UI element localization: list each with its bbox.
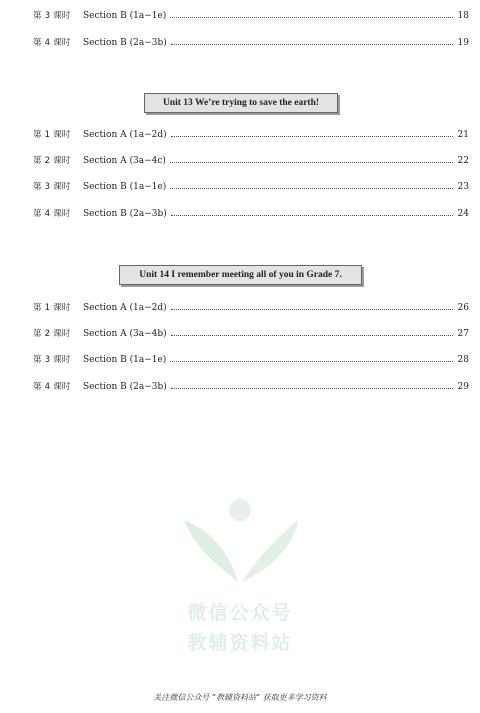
sprout-logo-icon (0, 490, 480, 590)
lesson-number: 第 3 课时 (33, 11, 71, 21)
page-number: 28 (457, 355, 469, 365)
section-title: Section B (2a−3b) (83, 382, 167, 392)
toc-row (33, 9, 469, 23)
dot-leader (170, 162, 453, 163)
dot-leader (171, 388, 453, 389)
dot-leader (171, 215, 453, 216)
page-number: 19 (457, 38, 469, 48)
page-number: 18 (457, 11, 469, 21)
page-number: 23 (457, 182, 469, 192)
lesson-number: 第 4 课时 (33, 38, 71, 48)
section-title: Section B (2a−3b) (83, 38, 167, 48)
toc-row (33, 180, 469, 194)
toc-row (33, 154, 469, 168)
dot-leader (171, 309, 453, 310)
page-number: 22 (457, 156, 469, 166)
lesson-number: 第 2 课时 (33, 329, 71, 339)
watermark (0, 490, 480, 660)
unit-14-heading: Unit 14 I remember meeting all of you in Grade 7. (119, 265, 362, 285)
section-title: Section A (3a−4c) (83, 156, 166, 166)
lesson-number: 第 3 课时 (33, 355, 71, 365)
section-title: Section B (2a−3b) (83, 209, 167, 219)
toc-row (33, 380, 469, 394)
toc-row (33, 353, 469, 367)
dot-leader (171, 44, 453, 45)
footer-note: 关注微信公众号 “教辅资料站” 获取更多学习资料 (153, 693, 327, 702)
dot-leader (171, 335, 453, 336)
page-number: 29 (457, 382, 469, 392)
watermark-line-2: 教辅资料站 (187, 632, 293, 654)
page-number: 21 (457, 130, 469, 140)
dot-leader (170, 361, 453, 362)
lesson-number: 第 1 课时 (33, 130, 71, 140)
lesson-number: 第 1 课时 (33, 303, 71, 313)
section-title: Section B (1a−1e) (83, 11, 167, 21)
page-number: 27 (457, 329, 469, 339)
section-title: Section B (1a−1e) (83, 355, 167, 365)
toc-row (33, 36, 469, 50)
page-number: 24 (457, 209, 469, 219)
lesson-number: 第 4 课时 (33, 209, 71, 219)
section-title: Section A (1a−2d) (83, 130, 167, 140)
lesson-number: 第 3 课时 (33, 182, 71, 192)
toc-row (33, 327, 469, 341)
watermark-line-1: 微信公众号 (187, 602, 293, 624)
lesson-number: 第 4 课时 (33, 382, 71, 392)
section-title: Section A (3a−4b) (83, 329, 167, 339)
section-title: Section A (1a−2d) (83, 303, 167, 313)
page-number: 26 (457, 303, 469, 313)
lesson-number: 第 2 课时 (33, 156, 71, 166)
toc-row (33, 128, 469, 142)
toc-row (33, 207, 469, 221)
unit-13-heading: Unit 13 We’re trying to save the earth! (144, 93, 338, 113)
toc-row (33, 301, 469, 315)
dot-leader (170, 188, 453, 189)
section-title: Section B (1a−1e) (83, 182, 167, 192)
dot-leader (170, 17, 453, 18)
dot-leader (171, 136, 453, 137)
